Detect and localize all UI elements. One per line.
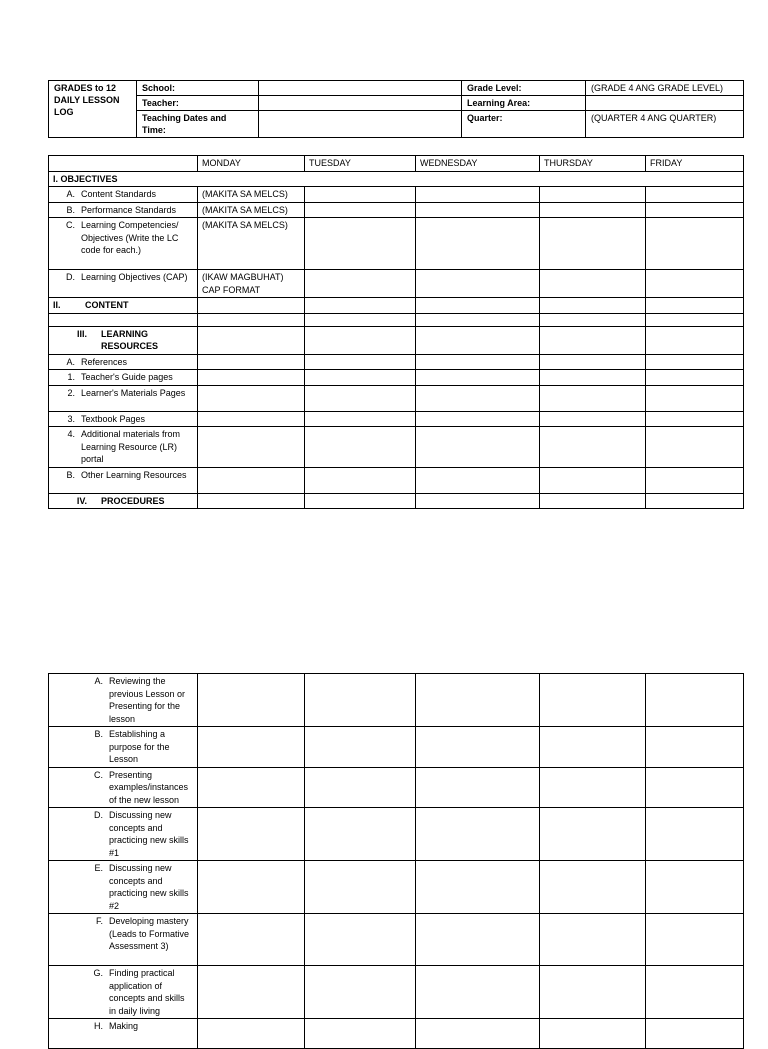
row-label [49,202,198,218]
thursday-cell[interactable] [540,808,646,861]
monday-cell[interactable] [198,808,305,861]
thursday-cell[interactable] [540,218,646,270]
wednesday-cell[interactable] [416,270,540,298]
wednesday-cell[interactable] [416,385,540,411]
row-label [49,727,198,768]
row-marker: A. [94,676,103,686]
row-marker: A. [66,356,75,367]
dll-title-line: GRADES to 12 [54,83,117,93]
learning-area-field[interactable] [586,96,744,111]
procedures-heading [49,493,198,509]
row-text: Performance Standards [81,204,177,215]
row-text: Making [109,1021,139,1031]
grade-level-label: Grade Level: [462,81,586,96]
wednesday-cell[interactable] [416,808,540,861]
monday-cell[interactable] [198,727,305,768]
table-row [49,354,744,370]
wednesday-cell[interactable] [416,914,540,966]
friday-cell[interactable] [646,914,744,966]
monday-cell[interactable] [198,674,305,727]
tuesday-cell[interactable] [305,1019,416,1049]
friday-cell[interactable] [646,727,744,768]
school-label: School: [137,81,259,96]
tuesday-cell[interactable] [305,861,416,914]
row-label [49,187,198,203]
monday-cell[interactable] [198,411,305,427]
monday-cell[interactable] [198,270,305,298]
row-text: Discussing new concepts and practicing new skills #1 [109,810,189,858]
table-row [49,187,744,203]
monday-cell[interactable] [198,861,305,914]
row-marker: A. [66,189,75,199]
day-header-tuesday: TUESDAY [305,156,416,172]
friday-cell[interactable] [646,493,744,509]
friday-cell[interactable] [646,467,744,493]
friday-cell[interactable] [646,187,744,203]
content-marker: II. [53,300,61,310]
wednesday-cell[interactable] [416,326,540,354]
thursday-cell[interactable] [540,674,646,727]
tuesday-cell[interactable] [305,218,416,270]
row-text: Reviewing the previous Lesson or Presenting for the lesson [109,676,186,724]
tuesday-cell[interactable] [305,493,416,509]
table-row [49,427,744,468]
row-label [49,411,198,427]
thursday-cell[interactable] [540,326,646,354]
wednesday-cell[interactable] [416,411,540,427]
row-marker: B. [94,729,103,739]
monday-cell[interactable] [198,467,305,493]
table-row [49,313,744,326]
resources-heading-line: RESOURCES [101,341,159,351]
wednesday-cell[interactable] [416,1019,540,1049]
thursday-cell[interactable] [540,385,646,411]
tuesday-cell[interactable] [305,370,416,386]
thursday-cell[interactable] [540,966,646,1019]
tuesday-cell[interactable] [305,467,416,493]
table-row [49,767,744,808]
row-marker: C. [66,220,75,230]
row-text: Establishing a purpose for the Lesson [109,729,170,764]
day-header-friday: FRIDAY [646,156,744,172]
thursday-cell[interactable] [540,411,646,427]
monday-cell[interactable] [198,313,305,326]
wednesday-cell[interactable] [416,370,540,386]
thursday-cell[interactable] [540,493,646,509]
procedures-heading-row [49,493,744,509]
wednesday-cell[interactable] [416,493,540,509]
teacher-field[interactable] [259,96,462,111]
thursday-cell[interactable] [540,370,646,386]
table-row [49,727,744,768]
quarter-value[interactable]: (QUARTER 4 ANG QUARTER) [586,111,744,138]
row-label [49,370,198,386]
tuesday-cell[interactable] [305,966,416,1019]
row-marker: 1. [67,372,75,382]
wednesday-cell[interactable] [416,674,540,727]
monday-cell[interactable] [198,966,305,1019]
row-text: Learner's Materials Pages [81,387,186,398]
thursday-cell[interactable] [540,467,646,493]
header-table [48,80,744,138]
row-label [49,674,198,727]
friday-cell[interactable] [646,808,744,861]
tuesday-cell[interactable] [305,411,416,427]
monday-cell[interactable] [198,298,305,314]
wednesday-cell[interactable] [416,354,540,370]
row-marker: E. [94,863,103,873]
wednesday-cell[interactable] [416,313,540,326]
tuesday-cell[interactable] [305,674,416,727]
tuesday-cell[interactable] [305,354,416,370]
row-text: Learning Competencies/ Objectives (Write the LC code for each.) [81,220,179,255]
wednesday-cell[interactable] [416,767,540,808]
teaching-dates-label-line: Teaching Dates and [142,113,227,123]
resources-heading-row [49,326,744,354]
row-text: Content Standards [81,189,157,199]
wednesday-cell[interactable] [416,427,540,468]
tuesday-cell[interactable] [305,427,416,468]
table-row [49,1019,744,1049]
tuesday-cell[interactable] [305,326,416,354]
tuesday-cell[interactable] [305,270,416,298]
monday-cell[interactable] [198,767,305,808]
row-label [49,914,198,966]
day-header-wednesday: WEDNESDAY [416,156,540,172]
row-label [49,966,198,1019]
objectives-heading-row [49,171,744,187]
friday-cell[interactable] [646,861,744,914]
row-marker: D. [66,272,75,282]
thursday-cell[interactable] [540,1019,646,1049]
dll-title [49,81,137,138]
monday-cell[interactable] [198,385,305,411]
wednesday-cell[interactable] [416,298,540,314]
row-text: Finding practical application of concepts and skills in daily living [109,968,185,1016]
row-label [49,354,198,370]
tuesday-cell[interactable] [305,298,416,314]
tuesday-cell[interactable] [305,202,416,218]
monday-cell[interactable] [198,1019,305,1049]
thursday-cell[interactable] [540,298,646,314]
resources-marker: III. [76,328,87,339]
teaching-dates-field[interactable] [259,111,462,138]
days-header-row [49,156,744,172]
table-row [49,411,744,427]
monday-cell[interactable] [198,370,305,386]
table-row [49,370,744,386]
monday-cell[interactable] [198,427,305,468]
thursday-cell[interactable] [540,202,646,218]
thursday-cell[interactable] [540,861,646,914]
friday-cell[interactable] [646,218,744,270]
row-label [49,218,198,270]
monday-cell-line: (IKAW MAGBUHAT) [202,272,284,282]
row-text: Additional materials from Learning Resource (LR) portal [81,429,181,464]
content-row [49,298,744,314]
resources-heading-line: LEARNING [101,328,148,339]
row-marker: C. [94,769,103,780]
thursday-cell[interactable] [540,767,646,808]
friday-cell[interactable] [646,202,744,218]
tuesday-cell[interactable] [305,808,416,861]
corner-cell [49,156,198,172]
quarter-label: Quarter: [462,111,586,138]
friday-cell[interactable] [646,354,744,370]
thursday-cell[interactable] [540,270,646,298]
day-header-monday: MONDAY [198,156,305,172]
thursday-cell[interactable] [540,914,646,966]
thursday-cell[interactable] [540,354,646,370]
row-marker: H. [94,1021,103,1031]
thursday-cell[interactable] [540,313,646,326]
row-marker: F. [95,916,103,926]
friday-cell[interactable] [646,966,744,1019]
procedures-heading-text: PROCEDURES [101,495,165,506]
table-row [49,467,744,493]
row-label [49,313,198,326]
row-label [49,1019,198,1049]
row-text: References [81,356,128,367]
wednesday-cell[interactable] [416,467,540,493]
table-row [49,270,744,298]
row-label [49,385,198,411]
wednesday-cell[interactable] [416,966,540,1019]
row-marker: D. [94,810,103,820]
monday-cell[interactable] [198,354,305,370]
tuesday-cell[interactable] [305,767,416,808]
friday-cell[interactable] [646,270,744,298]
row-text: Developing mastery (Leads to Formative Assessment 3) [109,916,190,951]
friday-cell[interactable] [646,674,744,727]
friday-cell[interactable] [646,326,744,354]
learning-area-label: Learning Area: [462,96,586,111]
row-label [49,270,198,298]
row-text: Textbook Pages [81,413,146,424]
row-text: Learning Objectives (CAP) [81,272,188,282]
dll-table [48,155,744,509]
friday-cell[interactable] [646,427,744,468]
table-row [49,861,744,914]
monday-cell[interactable]: (MAKITA SA MELCS) [198,218,305,270]
table-row [49,674,744,727]
wednesday-cell[interactable] [416,187,540,203]
content-text: CONTENT [85,300,129,310]
row-label [49,808,198,861]
monday-cell[interactable] [198,914,305,966]
dll-title-line: DAILY LESSON [54,95,120,105]
table-row [49,218,744,270]
friday-cell[interactable] [646,411,744,427]
procedures-table [48,673,744,1049]
tuesday-cell[interactable] [305,385,416,411]
wednesday-cell[interactable] [416,218,540,270]
day-header-thursday: THURSDAY [540,156,646,172]
row-label [49,427,198,468]
thursday-cell[interactable] [540,427,646,468]
tuesday-cell[interactable] [305,187,416,203]
content-label [49,298,198,314]
objectives-heading: I. OBJECTIVES [49,171,744,187]
row-text: Presenting examples/instances of the new lesson [109,769,189,805]
friday-cell[interactable] [646,385,744,411]
friday-cell[interactable] [646,767,744,808]
school-field[interactable] [259,81,462,96]
resources-heading [49,326,198,354]
monday-cell[interactable]: (MAKITA SA MELCS) [198,187,305,203]
row-marker: 4. [67,429,75,439]
wednesday-cell[interactable] [416,202,540,218]
teaching-dates-label-line: Time: [142,125,166,135]
tuesday-cell[interactable] [305,727,416,768]
table-row [49,966,744,1019]
row-label [49,767,198,808]
friday-cell[interactable] [646,313,744,326]
table-row [49,385,744,411]
wednesday-cell[interactable] [416,727,540,768]
friday-cell[interactable] [646,370,744,386]
row-text: Discussing new concepts and practicing new skills #2 [109,863,189,911]
monday-cell-line: CAP FORMAT [202,284,261,295]
row-label [49,467,198,493]
procedures-marker: IV. [76,495,87,506]
row-label [49,861,198,914]
monday-cell[interactable]: (MAKITA SA MELCS) [198,202,305,218]
thursday-cell[interactable] [540,187,646,203]
row-marker: 2. [67,387,75,398]
wednesday-cell[interactable] [416,861,540,914]
table-row [49,914,744,966]
row-marker: G. [93,968,103,978]
row-marker: B. [66,469,75,480]
tuesday-cell[interactable] [305,914,416,966]
dll-title-line: LOG [54,107,74,117]
monday-cell[interactable] [198,493,305,509]
thursday-cell[interactable] [540,727,646,768]
row-marker: B. [66,204,75,215]
teaching-dates-label [137,111,259,138]
grade-level-value[interactable]: (GRADE 4 ANG GRADE LEVEL) [586,81,744,96]
row-text: Other Learning Resources [81,469,187,480]
table-row [49,202,744,218]
monday-cell[interactable] [198,326,305,354]
teacher-label: Teacher: [137,96,259,111]
friday-cell[interactable] [646,1019,744,1049]
row-marker: 3. [67,413,75,424]
tuesday-cell[interactable] [305,313,416,326]
row-text: Teacher's Guide pages [81,372,173,382]
table-row [49,808,744,861]
friday-cell[interactable] [646,298,744,314]
